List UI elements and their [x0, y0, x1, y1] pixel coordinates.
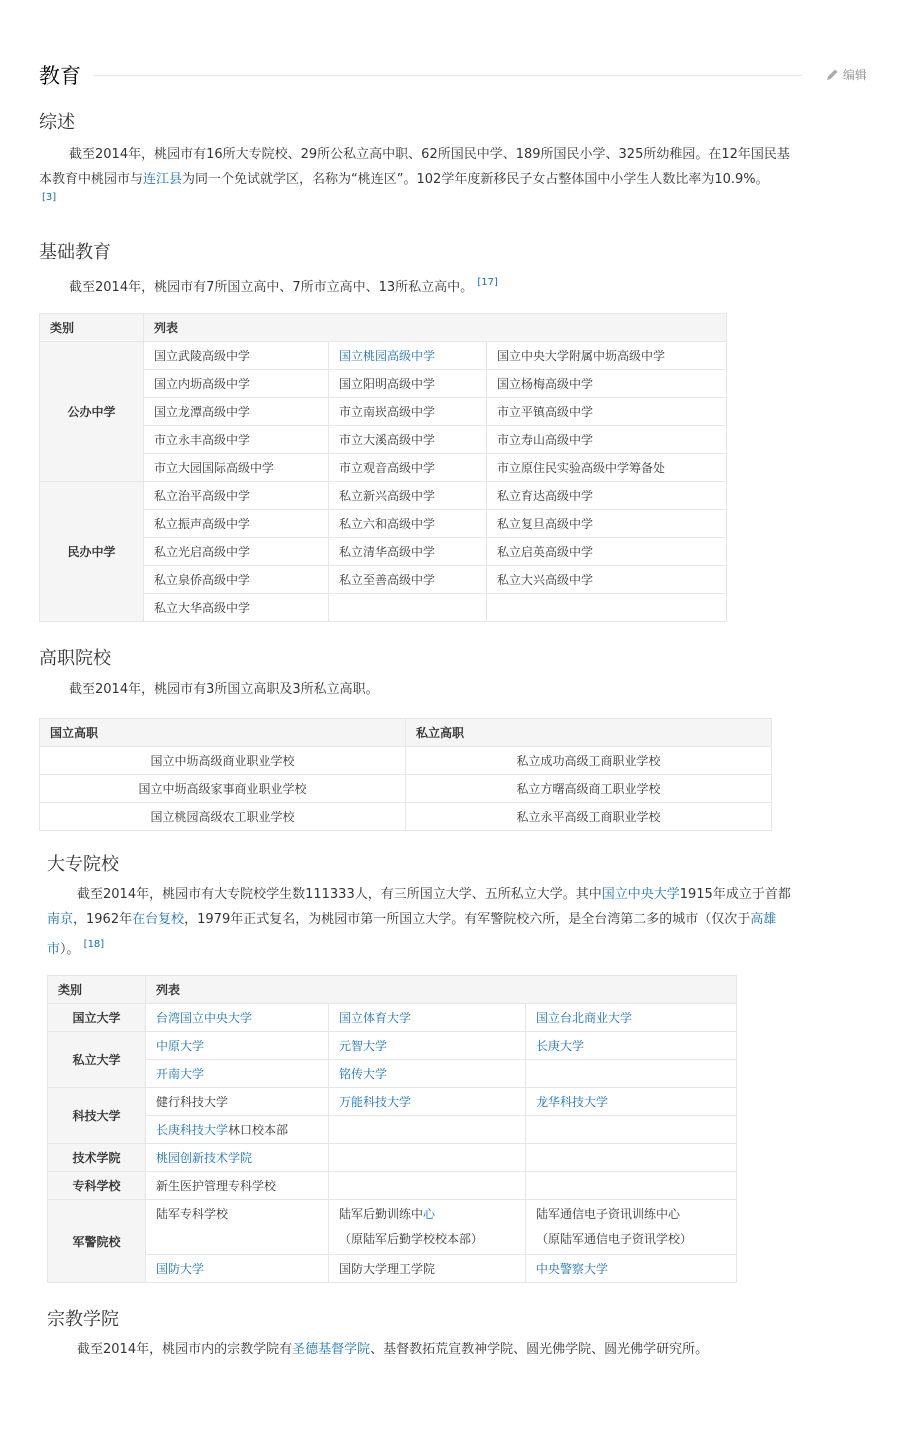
school-cell: 私立清华高级中学: [329, 538, 487, 566]
high-school-table: [39, 313, 727, 622]
table-row: [40, 747, 772, 775]
category-junior-college: 专科学校: [48, 1172, 146, 1200]
link-lianjiang[interactable]: 连江县: [143, 172, 183, 187]
heading-basic-education: 基础教育: [39, 242, 111, 263]
school-cell: 私立光启高级中学: [144, 538, 329, 566]
university-cell: 国防大学理工学院: [329, 1255, 526, 1283]
table-row: [40, 426, 727, 454]
college-paragraph: 截至2014年，桃园市有大专院校学生数111333人，有三所国立大学、五所私立大学。其中国立中央大学1915年成立于首都 南京，1962年在台复校，1979年正式复名，为桃园市第一所国立大学。有军警院校六所，是全台湾第二多的城市（仅次于高雄 市）。 [18]: [47, 887, 791, 957]
link-reestablish[interactable]: 在台复校: [132, 912, 185, 927]
school-cell: 私立复旦高级中学: [487, 510, 727, 538]
school-cell: 市立平镇高级中学: [487, 398, 727, 426]
vocational-table: [39, 718, 772, 831]
col-national-vocational: 国立高职: [40, 719, 406, 747]
university-link[interactable]: 铭传大学: [329, 1060, 526, 1088]
empty-cell: [526, 1144, 737, 1172]
university-link[interactable]: 元智大学: [329, 1032, 526, 1060]
school-cell: 私立新兴高级中学: [329, 482, 487, 510]
school-cell: 国立阳明高级中学: [329, 370, 487, 398]
table-row: [40, 370, 727, 398]
school-cell: 国立内坜高级中学: [144, 370, 329, 398]
school-cell: 私立治平高级中学: [144, 482, 329, 510]
university-cell: 长庚科技大学林口校本部: [146, 1116, 329, 1144]
school-cell: 私立育达高级中学: [487, 482, 727, 510]
title-divider: [93, 75, 802, 76]
school-cell: 国立中坜高级家事商业职业学校: [40, 775, 406, 803]
table-header-row: [40, 719, 772, 747]
empty-cell: [329, 1172, 526, 1200]
table-row: [40, 482, 727, 510]
heading-college: 大专院校: [47, 854, 119, 875]
university-cell: 陆军通信电子资讯训练中心 （原陆军通信电子资讯学校）: [526, 1200, 737, 1255]
school-cell: 国立武陵高级中学: [144, 342, 329, 370]
table-row: [48, 1060, 737, 1088]
ref-17[interactable]: [17]: [477, 277, 498, 288]
table-row: [40, 510, 727, 538]
school-cell: 私立方曙高级商工职业学校: [406, 775, 772, 803]
col-category: 类别: [40, 314, 144, 342]
empty-cell: [526, 1060, 737, 1088]
table-row: [48, 1116, 737, 1144]
school-cell: 国立龙潭高级中学: [144, 398, 329, 426]
school-cell: 私立泉侨高级中学: [144, 566, 329, 594]
university-cell: 陆军专科学校: [146, 1200, 329, 1255]
table-row: [40, 594, 727, 622]
table-row: [48, 1172, 737, 1200]
school-cell: [329, 594, 487, 622]
col-category: 类别: [48, 976, 146, 1004]
empty-cell: [329, 1144, 526, 1172]
category-national-university: 国立大学: [48, 1004, 146, 1032]
table-row: [40, 538, 727, 566]
school-cell: [487, 594, 727, 622]
category-tech-university: 科技大学: [48, 1088, 146, 1144]
university-table: [47, 975, 737, 1283]
col-private-vocational: 私立高职: [406, 719, 772, 747]
university-link[interactable]: 国防大学: [146, 1255, 329, 1283]
link-kaohsiung-city[interactable]: 市: [47, 942, 61, 957]
university-cell: 新生医护管理专科学校: [146, 1172, 329, 1200]
school-cell: 市立原住民实验高级中学筹备处: [487, 454, 727, 482]
table-row: [48, 1032, 737, 1060]
school-cell: 市立大园国际高级中学: [144, 454, 329, 482]
link-nanjing[interactable]: 南京: [47, 912, 74, 927]
category-public: 公办中学: [40, 342, 144, 482]
university-link[interactable]: 桃园创新技术学院: [146, 1144, 329, 1172]
ref-18[interactable]: [18]: [83, 939, 105, 950]
link-kaohsiung[interactable]: 高雄: [750, 912, 777, 927]
school-cell: 市立观音高级中学: [329, 454, 487, 482]
overview-paragraph: 截至2014年，桃园市有16所大专院校、29所公私立高中职、62所国民中学、189所国民小学、325所幼稚园。在12年国民基 本教育中桃园市与连江县为同一个免试就学区，名称为“桃连区”。102学年度新移民子女占整体国中小学生人数比率为10.9%。: [39, 147, 790, 187]
link-ncu[interactable]: 国立中央大学: [601, 887, 680, 902]
link-center[interactable]: 心: [423, 1207, 436, 1221]
school-cell: 市立永丰高级中学: [144, 426, 329, 454]
university-link[interactable]: 中原大学: [146, 1032, 329, 1060]
table-row: [48, 1144, 737, 1172]
school-cell: 私立大华高级中学: [144, 594, 329, 622]
heading-vocational: 高职院校: [39, 648, 111, 669]
table-row: [40, 454, 727, 482]
school-cell: 私立永平高级工商职业学校: [406, 803, 772, 831]
category-private-university: 私立大学: [48, 1032, 146, 1088]
pencil-icon: [826, 68, 839, 84]
heading-religious: 宗教学院: [47, 1309, 119, 1330]
vocational-paragraph: 截至2014年，桃园市有3所国立高职及3所私立高职。: [69, 682, 379, 697]
empty-cell: [526, 1116, 737, 1144]
school-cell-link[interactable]: 国立桃园高级中学: [329, 342, 487, 370]
empty-cell: [329, 1116, 526, 1144]
table-row: [40, 566, 727, 594]
school-cell: 市立南崁高级中学: [329, 398, 487, 426]
table-row: [40, 775, 772, 803]
table-row: [48, 1255, 737, 1283]
table-row: [40, 803, 772, 831]
category-institute: 技术学院: [48, 1144, 146, 1172]
school-cell: 国立杨梅高级中学: [487, 370, 727, 398]
school-cell: 市立大溪高级中学: [329, 426, 487, 454]
university-link[interactable]: 中央警察大学: [526, 1255, 737, 1283]
category-military: 军警院校: [48, 1200, 146, 1283]
link-shengde[interactable]: 圣德基督学院: [292, 1342, 371, 1357]
col-list: 列表: [146, 976, 737, 1004]
table-row: [48, 1200, 737, 1255]
university-link[interactable]: 万能科技大学: [329, 1088, 526, 1116]
page-title: 教育: [39, 64, 81, 88]
university-link[interactable]: 台湾国立中央大学: [146, 1004, 329, 1032]
link-cgust[interactable]: 长庚科技大学: [156, 1123, 229, 1137]
category-private: 民办中学: [40, 482, 144, 622]
table-header-row: [48, 976, 737, 1004]
school-cell: 私立成功高级工商职业学校: [406, 747, 772, 775]
edit-button[interactable]: [826, 66, 867, 84]
school-cell: 国立中坜高级商业职业学校: [40, 747, 406, 775]
basic-paragraph: 截至2014年，桃园市有7所国立高中、7所市立高中、13所私立高中。 [17]: [69, 277, 498, 295]
ref-3[interactable]: [3]: [42, 192, 57, 203]
school-cell: 市立寿山高级中学: [487, 426, 727, 454]
school-cell: 国立桃园高级农工职业学校: [40, 803, 406, 831]
empty-cell: [526, 1172, 737, 1200]
university-cell: 健行科技大学: [146, 1088, 329, 1116]
school-cell: 私立启英高级中学: [487, 538, 727, 566]
university-link[interactable]: 长庚大学: [526, 1032, 737, 1060]
school-cell: 国立中央大学附属中坜高级中学: [487, 342, 727, 370]
edit-label: 编辑: [842, 68, 867, 82]
col-list: 列表: [144, 314, 727, 342]
university-link[interactable]: 国立体育大学: [329, 1004, 526, 1032]
table-row: [48, 1088, 737, 1116]
university-link[interactable]: 开南大学: [146, 1060, 329, 1088]
table-row: [40, 398, 727, 426]
heading-overview: 综述: [39, 112, 75, 133]
school-cell: 私立六和高级中学: [329, 510, 487, 538]
school-cell: 私立至善高级中学: [329, 566, 487, 594]
school-cell: 私立大兴高级中学: [487, 566, 727, 594]
university-link[interactable]: 国立台北商业大学: [526, 1004, 737, 1032]
school-cell: 私立振声高级中学: [144, 510, 329, 538]
university-link[interactable]: 龙华科技大学: [526, 1088, 737, 1116]
table-header-row: [40, 314, 727, 342]
religious-paragraph: 截至2014年，桃园市内的宗教学院有圣德基督学院、基督教拓荒宣教神学院、圆光佛学院、圆光佛学研究所。: [77, 1342, 709, 1357]
university-cell: 陆军后勤训练中心 （原陆军后勤学校校本部）: [329, 1200, 526, 1255]
table-row: [40, 342, 727, 370]
table-row: [48, 1004, 737, 1032]
